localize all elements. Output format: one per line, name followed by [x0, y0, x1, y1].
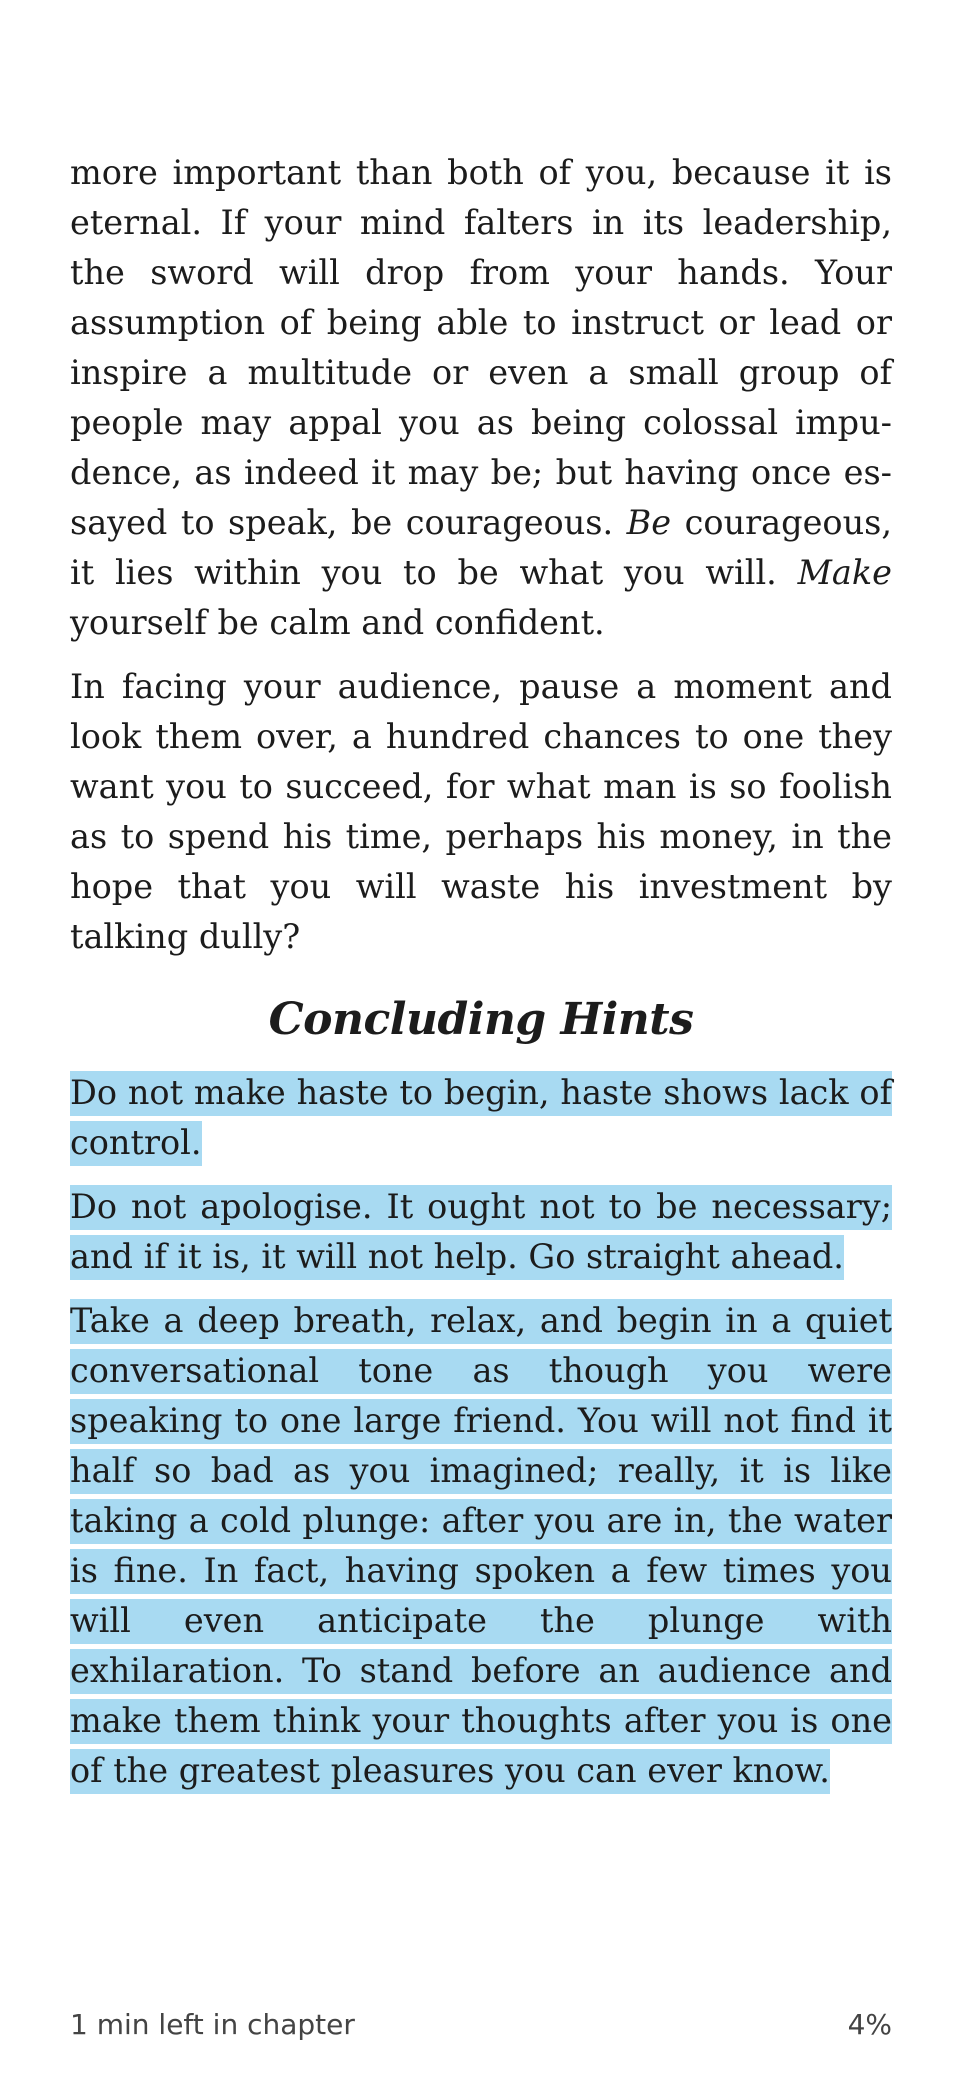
section-title: Concluding Hints	[268, 994, 694, 1045]
paragraph-1-part-3: courageous, it lies within you to be what you will.	[70, 503, 893, 592]
paragraph-1-part-1: more important than both of you, because it is eternal. If your mind falters in its leadership, the sword will drop from your hands. Your assumption of being able to instruct or lead or inspire a multitude or even a small group of people may appal you as being colossal impudence, as indeed it may be; but having once essayed to speak, be courageous.	[70, 153, 892, 542]
reading-pane[interactable]	[70, 148, 892, 1810]
highlight-2[interactable]: Do not apologise. It ought not to be necessary; and if it is, it will not help. Go straight ahead.	[70, 1185, 892, 1280]
highlighted-paragraph-3[interactable]	[70, 1296, 892, 1796]
highlight-3[interactable]: Take a deep breath, relax, and begin in a quiet conversational tone as though you were speaking to one large friend. You will not find it half so bad as you imagined; really, it is like taking a cold plunge: after you are in, the water is fine. In fact, having spoken a few times you will even anticipate the plunge with exhilaration. To stand before an audience and make them think your thoughts after you is one of the greatest pleasures you can ever know.	[70, 1299, 892, 1794]
paragraph-1-part-5: yourself be calm and confident.	[70, 603, 605, 642]
reading-progress[interactable]: 4%	[847, 2008, 892, 2041]
paragraph-2-text: In facing your audience, pause a moment and look them over, a hundred chances to one they want you to succeed, for what man is so foolish as to spend his time, perhaps his money, in the hope that you will waste his investment by talking dully?	[70, 667, 892, 956]
paragraph-1-italic-make: Make	[797, 553, 892, 592]
reader-footer	[70, 2008, 892, 2048]
paragraph-1-italic-be: Be	[626, 503, 672, 542]
highlighted-paragraph-2[interactable]	[70, 1182, 892, 1282]
paragraph-1	[70, 148, 892, 648]
highlighted-paragraph-1[interactable]	[70, 1068, 892, 1168]
time-left-in-chapter[interactable]: 1 min left in chapter	[70, 2008, 355, 2041]
paragraph-2	[70, 662, 892, 962]
highlight-1[interactable]: Do not make haste to begin, haste shows lack of control.	[70, 1071, 892, 1166]
